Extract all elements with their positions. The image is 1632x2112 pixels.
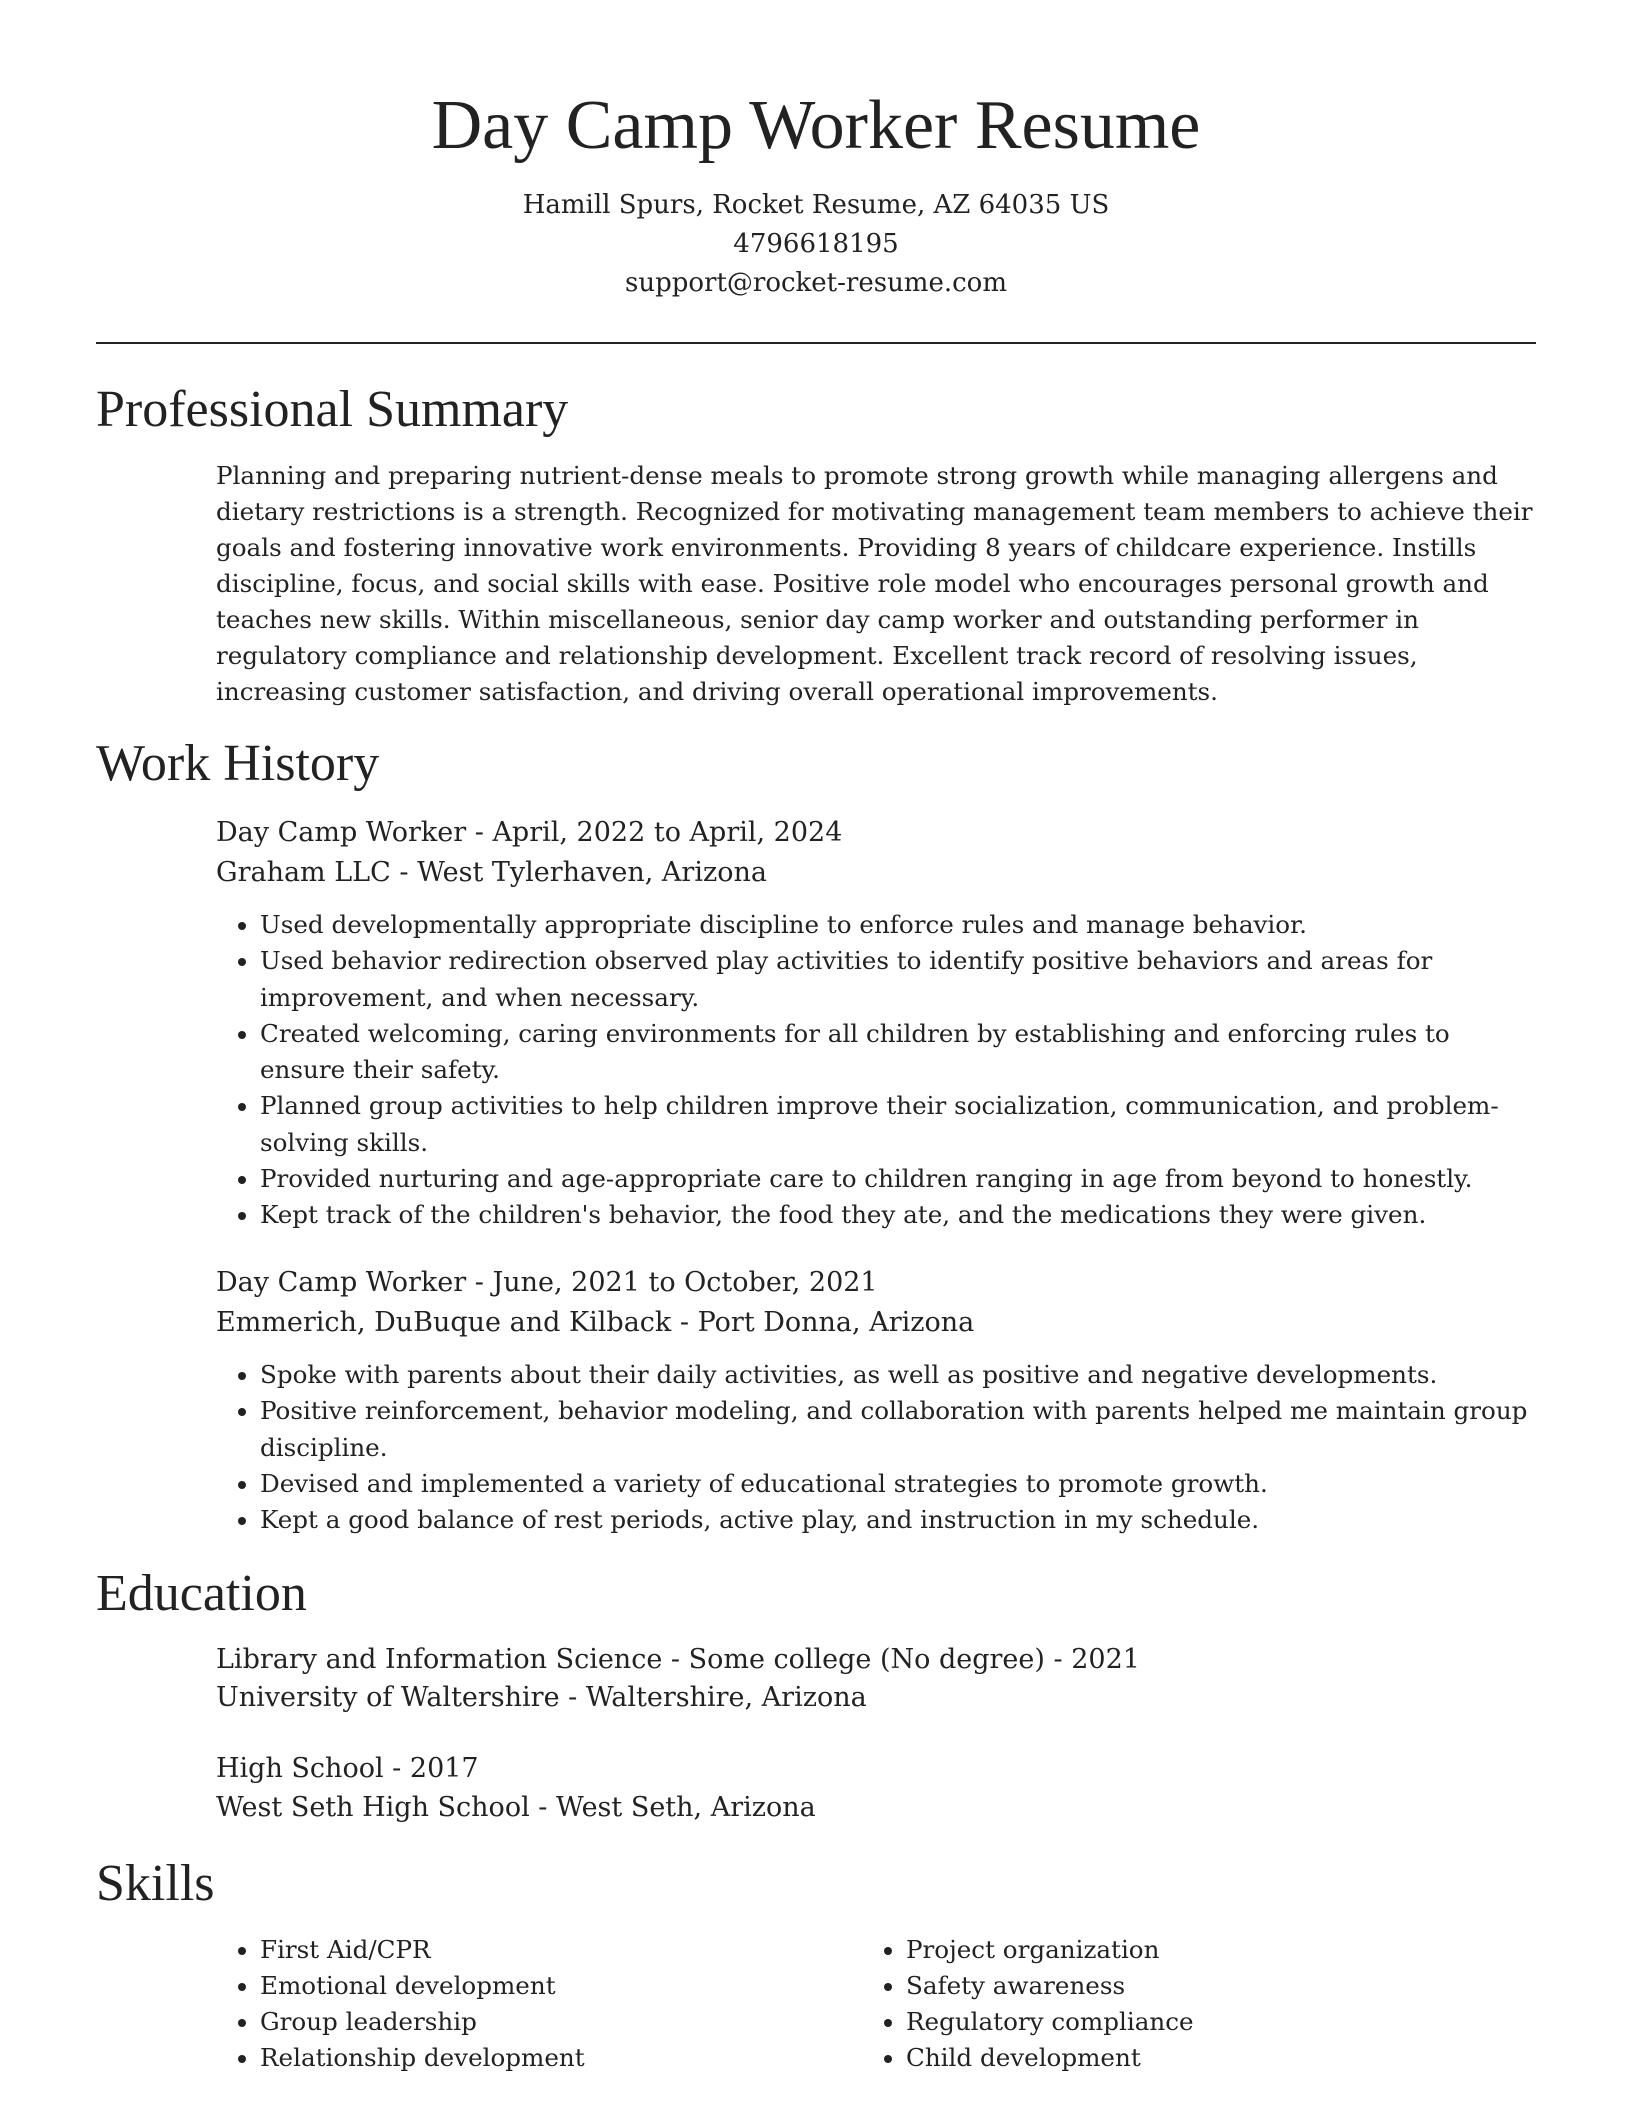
page-title: Day Camp Worker Resume xyxy=(431,87,1201,164)
separator: - xyxy=(466,817,493,848)
skills-list-right xyxy=(862,1932,1502,2076)
education-1-heading xyxy=(216,1640,1536,1680)
list-item: • Spoke with parents about their daily activities, as well as positive and negative developments. xyxy=(260,1357,1540,1393)
education-1-school-line xyxy=(216,1678,1536,1718)
education-year: 2017 xyxy=(409,1753,479,1784)
education-field: High School xyxy=(216,1753,384,1784)
separator: - xyxy=(390,857,418,888)
skill-item: • Emotional development xyxy=(260,1968,856,2004)
skill-item: • Safety awareness xyxy=(906,1968,1502,2004)
section-title-education: Education xyxy=(96,1565,307,1622)
job-2-heading xyxy=(216,1263,1536,1303)
skill-item: • Relationship development xyxy=(260,2040,856,2076)
job-2-bullets xyxy=(216,1357,1540,1538)
phone: 4796618195 xyxy=(733,229,899,259)
address: Hamill Spurs, Rocket Resume, AZ 64035 US xyxy=(522,190,1110,220)
skills-list-left xyxy=(216,1932,856,2076)
section-title-skills: Skills xyxy=(96,1855,215,1912)
education-2-heading xyxy=(216,1749,1536,1789)
school-name: West Seth High School xyxy=(216,1792,530,1823)
separator: - xyxy=(1044,1644,1072,1675)
education-degree: Some college (No degree) xyxy=(688,1644,1045,1675)
job-1-heading xyxy=(216,813,1536,853)
education-year: 2021 xyxy=(1071,1644,1140,1675)
skill-item: • Child development xyxy=(906,2040,1502,2076)
skill-item: • Project organization xyxy=(906,1932,1502,1968)
separator: - xyxy=(559,1682,586,1713)
skill-item: • First Aid/CPR xyxy=(260,1932,856,1968)
list-item: • Used behavior redirection observed play activities to identify positive behaviors and areas for improvement, and when necessary. xyxy=(260,943,1540,1016)
school-name: University of Waltershire xyxy=(216,1682,560,1713)
separator: - xyxy=(671,1307,698,1338)
list-item: • Used developmentally appropriate discipline to enforce rules and manage behavior. xyxy=(260,907,1540,943)
list-item: • Devised and implemented a variety of educational strategies to promote growth. xyxy=(260,1466,1540,1502)
list-item: • Positive reinforcement, behavior modeling, and collaboration with parents helped me maintain group discipline. xyxy=(260,1393,1540,1466)
list-item: • Kept a good balance of rest periods, active play, and instruction in my schedule. xyxy=(260,1502,1540,1538)
email: support@rocket-resume.com xyxy=(624,268,1007,298)
section-title-work-history: Work History xyxy=(96,735,380,792)
job-dates: June, 2021 to October, 2021 xyxy=(492,1267,878,1298)
skill-item: • Group leadership xyxy=(260,2004,856,2040)
job-1-bullets xyxy=(216,907,1540,1234)
job-employer: Graham LLC xyxy=(216,857,391,888)
contact-info xyxy=(96,186,1536,303)
separator: - xyxy=(383,1753,410,1784)
school-location: West Seth, Arizona xyxy=(556,1792,816,1823)
school-location: Waltershire, Arizona xyxy=(585,1682,867,1713)
section-title-summary: Professional Summary xyxy=(96,381,569,438)
job-location: West Tylerhaven, Arizona xyxy=(417,857,767,888)
header-divider xyxy=(96,342,1536,344)
separator: - xyxy=(529,1792,557,1823)
job-title: Day Camp Worker xyxy=(216,1267,467,1298)
education-2-school-line xyxy=(216,1788,1536,1828)
skill-item: • Regulatory compliance xyxy=(906,2004,1502,2040)
education-field: Library and Information Science xyxy=(216,1644,663,1675)
separator: - xyxy=(662,1644,689,1675)
job-employer: Emmerich, DuBuque and Kilback xyxy=(216,1307,672,1338)
job-location: Port Donna, Arizona xyxy=(697,1307,975,1338)
separator: - xyxy=(466,1267,493,1298)
job-title: Day Camp Worker xyxy=(216,817,467,848)
list-item: • Kept track of the children's behavior, the food they ate, and the medications they were given. xyxy=(260,1197,1540,1233)
job-1-employer-line xyxy=(216,853,1536,893)
job-dates: April, 2022 to April, 2024 xyxy=(492,817,843,848)
resume-header xyxy=(96,84,1536,303)
list-item: • Provided nurturing and age-appropriate care to children ranging in age from beyond to honestly. xyxy=(260,1161,1540,1197)
list-item: • Created welcoming, caring environments for all children by establishing and enforcing rules to ensure their safety. xyxy=(260,1016,1540,1089)
summary-text: Planning and preparing nutrient-dense meals to promote strong growth while managing allergens and dietary restrictions is a strength. Recognized for motivating management team members to achieve their goals and fostering innovative work environments. Providing 8 years of childcare experience. Instills discipline, focus, and social skills with ease. Positive role model who encourages personal growth and teaches new skills. Within miscellaneous, senior day camp worker and outstanding performer in regulatory compliance and relationship development. Excellent track record of resolving issues, increasing customer satisfaction, and driving overall operational improvements. xyxy=(216,461,1533,706)
job-2-employer-line xyxy=(216,1303,1536,1343)
list-item: • Planned group activities to help children improve their socialization, communication, and problem-solving skills. xyxy=(260,1088,1540,1161)
